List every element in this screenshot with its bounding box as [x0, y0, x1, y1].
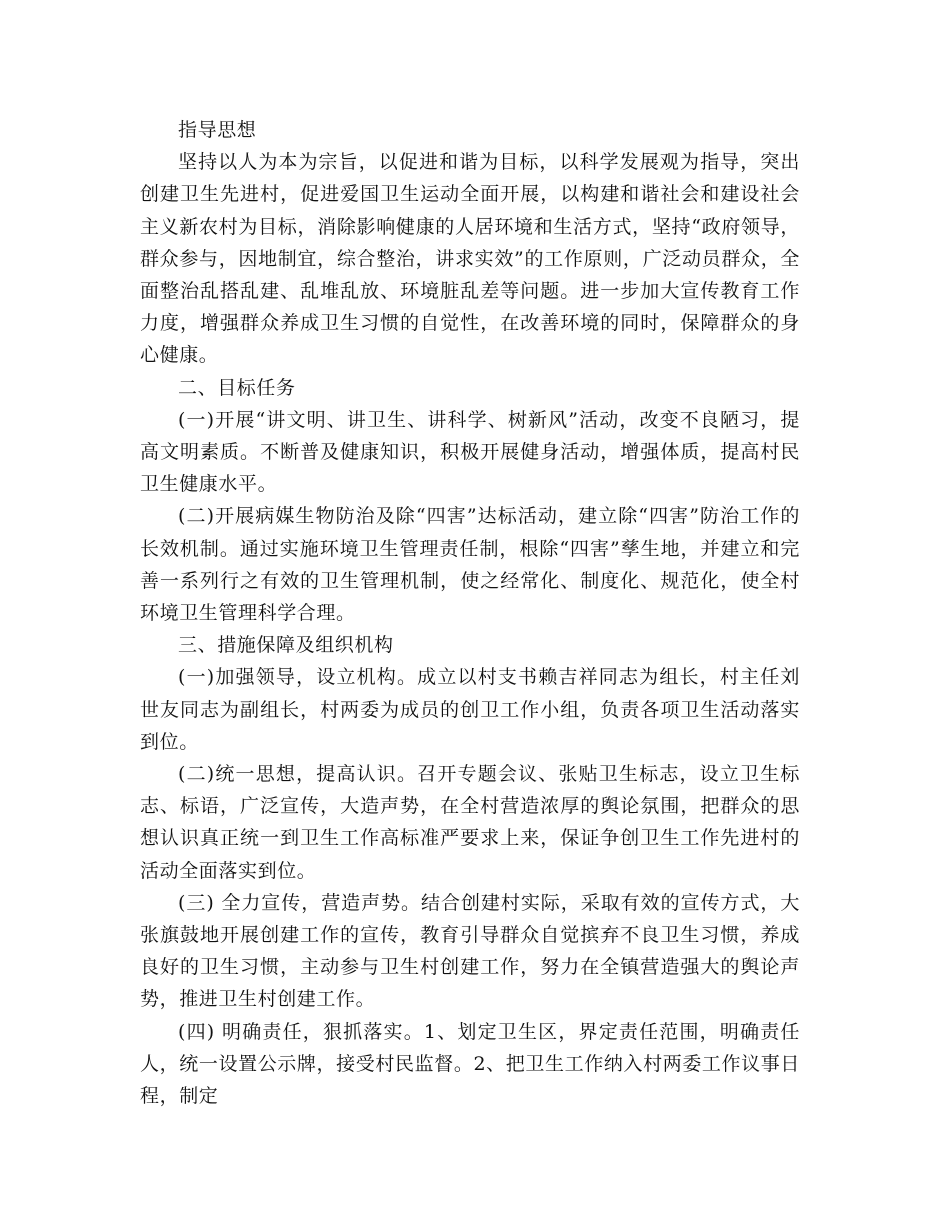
section-heading-goals: 二、目标任务: [178, 376, 296, 399]
paragraph-guiding-ideology: 坚持以人为本为宗旨，以促进和谐为目标，以科学发展观为指导，突出创建卫生先进村，促进爱国卫生运动全面开展，以构建和谐社会和建设社会主义新农村为目标，消除影响健康的人居环境和生活方式，坚持“政府领导，群众参与，因地制宜，综合整治，讲求实效”的工作原则，广泛动员群众，全面整治乱搭乱建、乱堆乱放、环境脏乱差等问题。进一步加大宣传教育工作力度，增强群众养成卫生习惯的自觉性，在改善环境的同时，保障群众的身心健康。: [140, 151, 800, 367]
section-heading-measures: 三、措施保障及组织机构: [178, 634, 394, 657]
paragraph-measure-4: (四) 明确责任，狠抓落实。1、划定卫生区，界定责任范围，明确责任人，统一设置公示牌，接受村民监督。2、把卫生工作纳入村两委工作议事日程，制定: [140, 1020, 800, 1108]
document-body: [140, 114, 800, 1112]
paragraph-goal-1: (一)开展“讲文明、讲卫生、讲科学、树新风”活动，改变不良陋习，提高文明素质。不断普及健康知识，积极开展健身活动，增强体质，提高村民卫生健康水平。: [140, 408, 800, 496]
paragraph-measure-3: (三) 全力宣传，营造声势。结合创建村实际，采取有效的宣传方式，大张旗鼓地开展创建工作的宣传，教育引导群众自觉摈弃不良卫生习惯，养成良好的卫生习惯，主动参与卫生村创建工作，努力在全镇营造强大的舆论声势，推进卫生村创建工作。: [140, 891, 800, 1011]
paragraph-measure-2: (二)统一思想，提高认识。召开专题会议、张贴卫生标志，设立卫生标志、标语，广泛宣传，大造声势，在全村营造浓厚的舆论氛围，把群众的思想认识真正统一到卫生工作高标准严要求上来，保证争创卫生工作先进村的活动全面落实到位。: [140, 763, 800, 882]
paragraph-measure-1: (一)加强领导，设立机构。成立以村支书赖吉祥同志为组长，村主任刘世友同志为副组长，村两委为成员的创卫工作小组，负责各项卫生活动落实到位。: [140, 666, 800, 753]
paragraph-goal-2: (二)开展病媒生物防治及除“四害”达标活动，建立除“四害”防治工作的长效机制。通过实施环境卫生管理责任制，根除“四害”孳生地，并建立和完善一系列行之有效的卫生管理机制，使之经常化、制度化、规范化，使全村环境卫生管理科学合理。: [140, 505, 800, 625]
section-heading-guiding-ideology: 指导思想: [178, 119, 257, 141]
